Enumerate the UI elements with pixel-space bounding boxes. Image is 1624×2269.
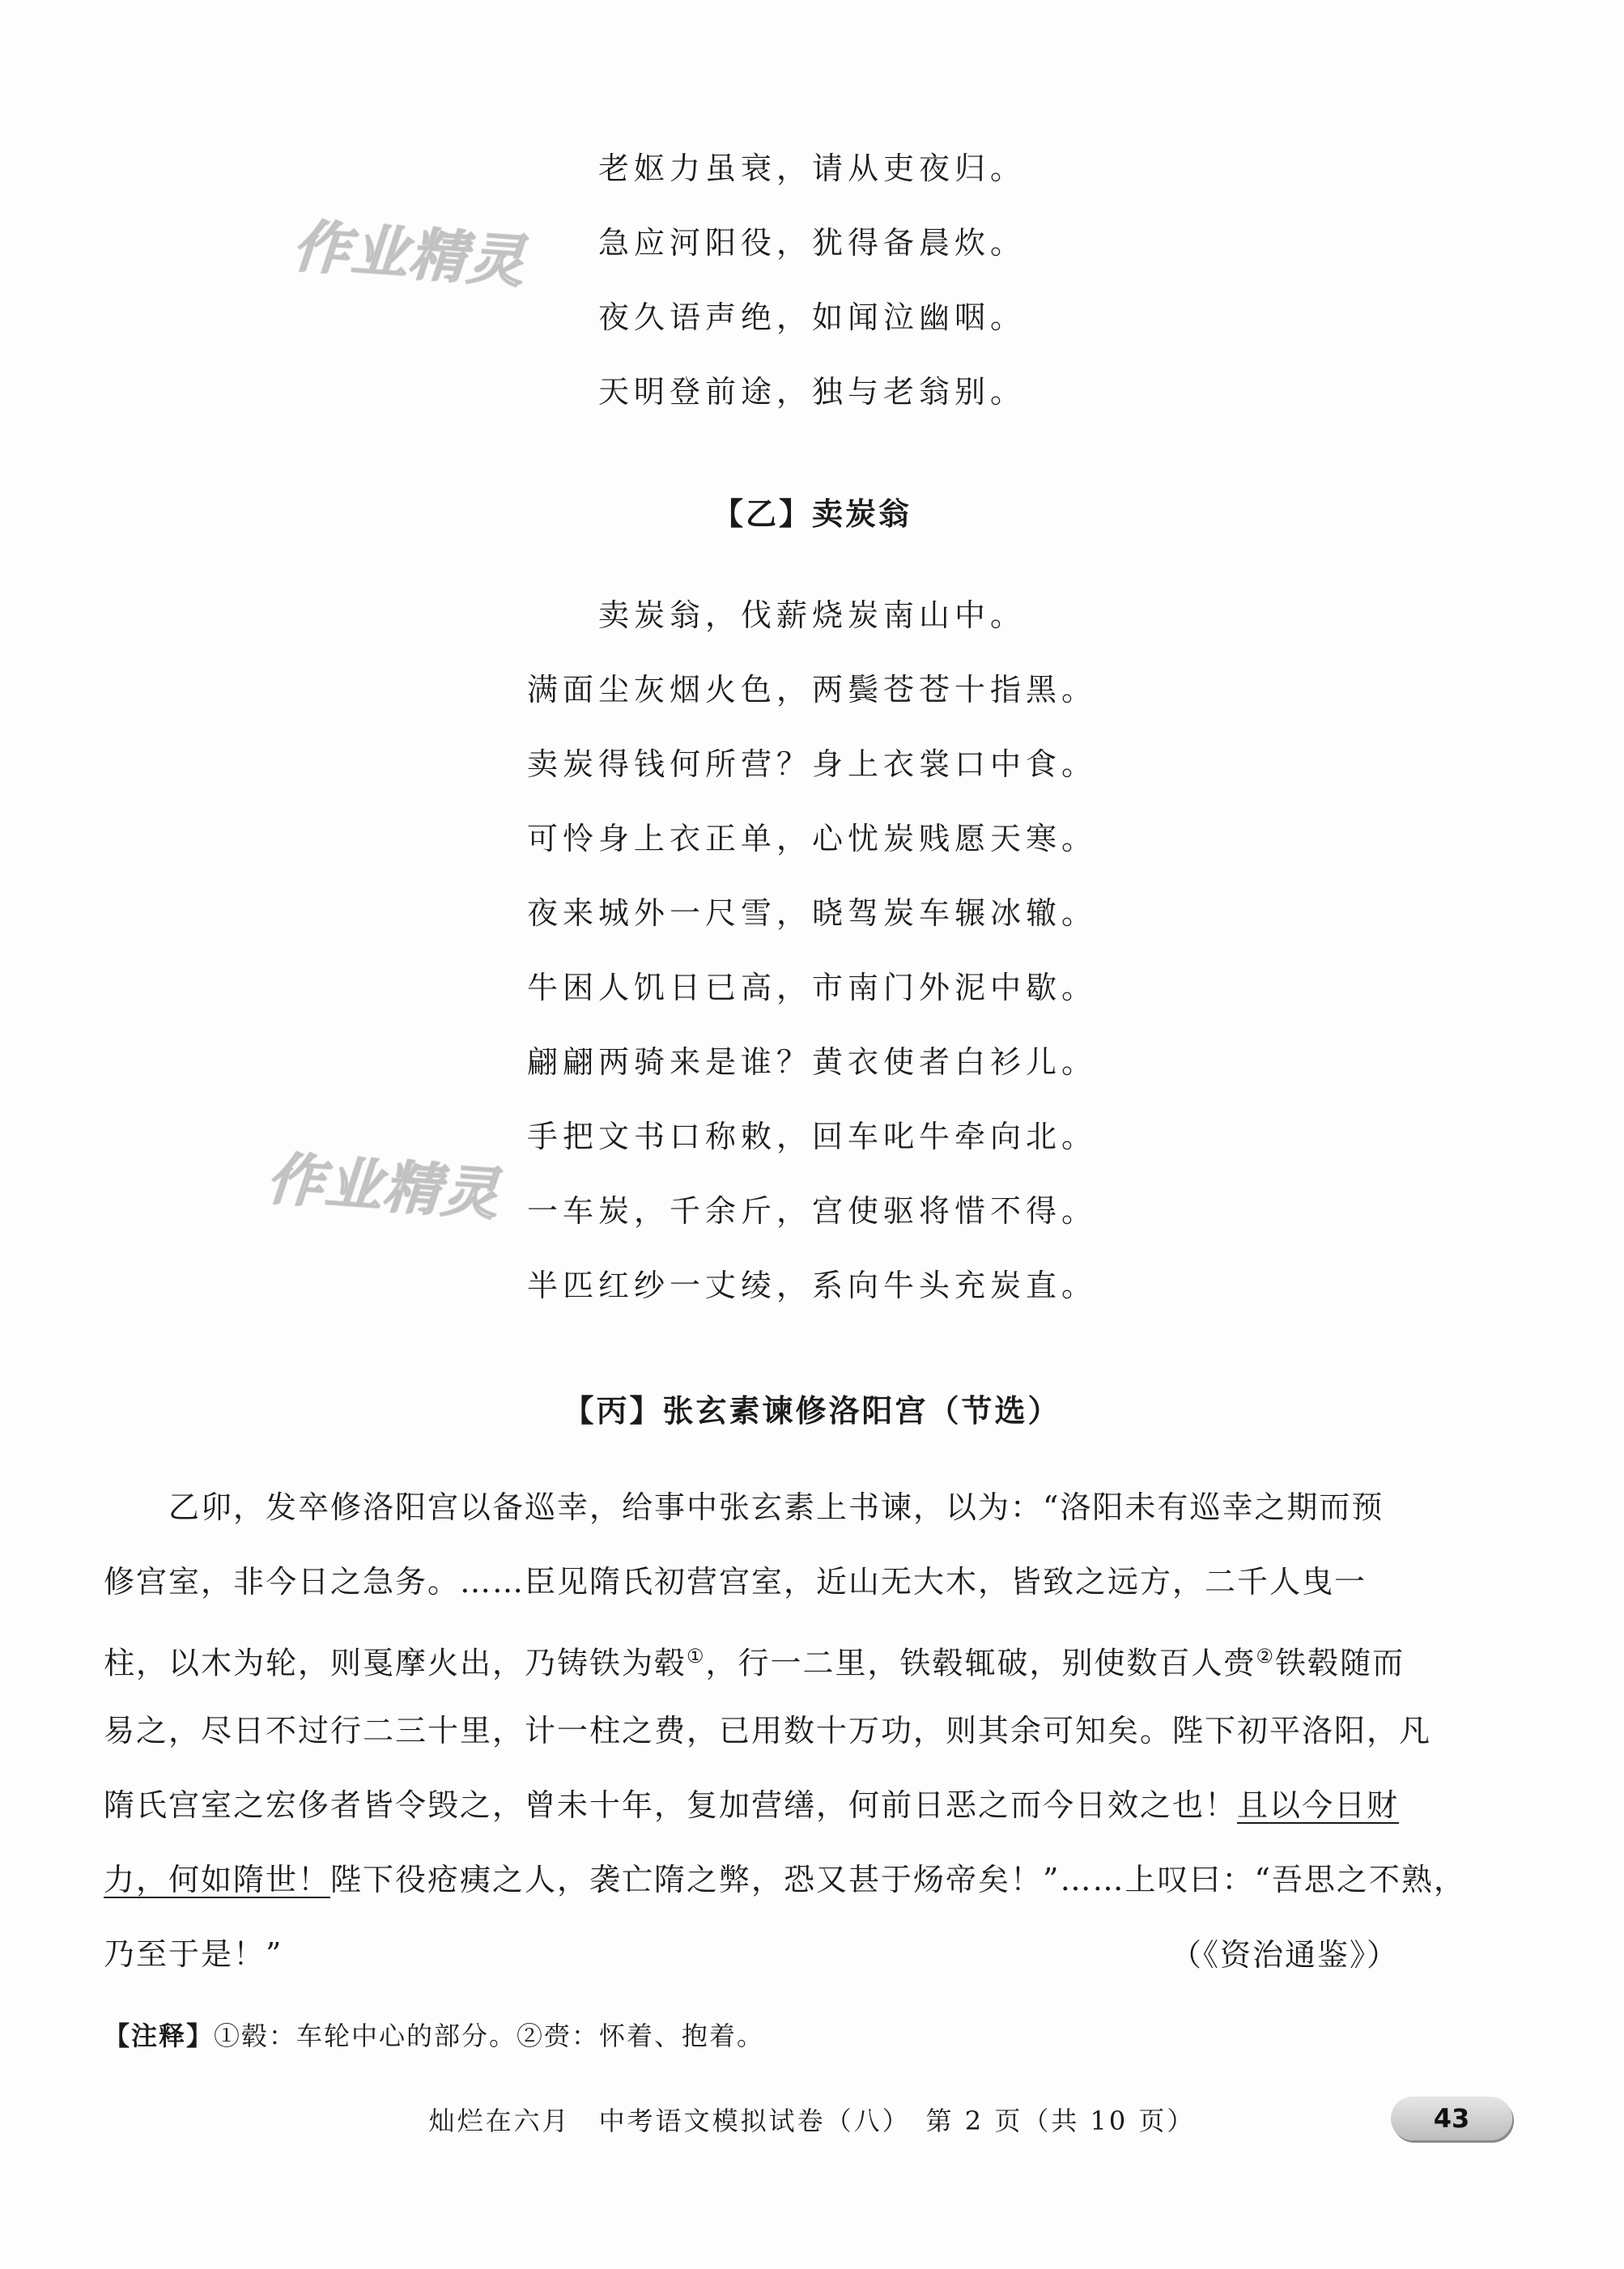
section-bing-title: 【丙】张玄素谏修洛阳宫（节选） (563, 1393, 1061, 1429)
poem-line: 牛困人饥日已高，市南门外泥中歇。 (526, 970, 1097, 1005)
poem-yi (0, 578, 1624, 1323)
watermark-middle: 作业精灵 (265, 1145, 503, 1228)
notes-text: ①毂：车轮中心的部分。②赍：怀着、抱着。 (214, 2020, 765, 2051)
poem-line: 半匹红纱一丈绫，系向牛头充炭直。 (526, 1268, 1097, 1303)
prose-line (104, 1768, 1399, 1842)
underlined-sentence-part: 且以今日财 (1237, 1787, 1400, 1823)
prose-line: 乃至于是！” (104, 1936, 283, 1972)
source-citation: （《资治通鉴》） (1170, 1937, 1399, 1973)
prose-line: 修宫室，非今日之急务。……臣见隋氏初营宫室，近山无大木，皆致之远方，二千人曳一 (104, 1564, 1367, 1600)
footnote-marker-2: ② (1256, 1645, 1276, 1668)
prose-line (104, 1842, 1466, 1917)
poem-line: 夜久语声绝，如闻泣幽咽。 (597, 300, 1026, 335)
prose-bing (104, 1470, 1466, 1991)
page-number-badge: 43 (1391, 2097, 1512, 2140)
underlined-sentence-part: 力，何如隋世！ (104, 1862, 331, 1897)
poem-line: 卖炭翁，伐薪烧炭南山中。 (597, 597, 1026, 633)
watermark-top: 作业精灵 (291, 213, 529, 295)
poem-line: 卖炭得钱何所营？身上衣裳口中食。 (526, 746, 1097, 782)
footnote-marker-1: ① (687, 1645, 706, 1668)
prose-text: 柱，以木为轮，则戛摩火出，乃铸铁为毂 (104, 1645, 687, 1681)
prose-text: 铁毂随而 (1275, 1645, 1405, 1681)
section-yi-title: 【乙】卖炭翁 (712, 496, 912, 532)
poem-line: 一车炭，千余斤，宫使驱将惜不得。 (526, 1193, 1097, 1229)
poem-line: 夜来城外一尺雪，晓驾炭车辗冰辙。 (526, 895, 1097, 931)
prose-text: ，行一二里，铁毂辄破，别使数百人赍 (705, 1645, 1256, 1681)
poem-line: 老妪力虽衰，请从吏夜归。 (597, 151, 1026, 186)
poem-line: 手把文书口称敕，回车叱牛牵向北。 (526, 1119, 1097, 1154)
poem-line: 满面尘灰烟火色，两鬓苍苍十指黑。 (526, 672, 1097, 707)
poem-line: 天明登前途，独与老翁别。 (597, 374, 1026, 410)
page-footer: 灿烂在六月 中考语文模拟试卷（八） 第 2 页（共 10 页） (428, 2105, 1196, 2136)
notes-label: 【注释】 (104, 2020, 215, 2051)
poem-line: 急应河阳役，犹得备晨炊。 (597, 225, 1026, 261)
annotation-notes (104, 2016, 764, 2053)
prose-line: 乙卯，发卒修洛阳宫以备巡幸，给事中张玄素上书谏，以为：“洛阳未有巡幸之期而预 (168, 1489, 1384, 1525)
prose-text: 隋氏宫室之宏侈者皆令毁之，曾未十年，复加营缮，何前日恶之而今日效之也！ (104, 1787, 1238, 1823)
prose-line (104, 1619, 1405, 1693)
poem-line: 翩翩两骑来是谁？黄衣使者白衫儿。 (526, 1044, 1097, 1080)
poem-line: 可怜身上衣正单，心忧炭贱愿天寒。 (526, 821, 1097, 856)
prose-text: 陛下役疮痍之人，袭亡隋之弊，恐又甚于炀帝矣！”……上叹曰：“吾思之不熟， (330, 1862, 1466, 1897)
prose-line: 易之，尽日不过行二三十里，计一柱之费，已用数十万功，则其余可知矣。陛下初平洛阳，凡 (104, 1713, 1432, 1748)
poem-jia-tail (0, 131, 1624, 429)
